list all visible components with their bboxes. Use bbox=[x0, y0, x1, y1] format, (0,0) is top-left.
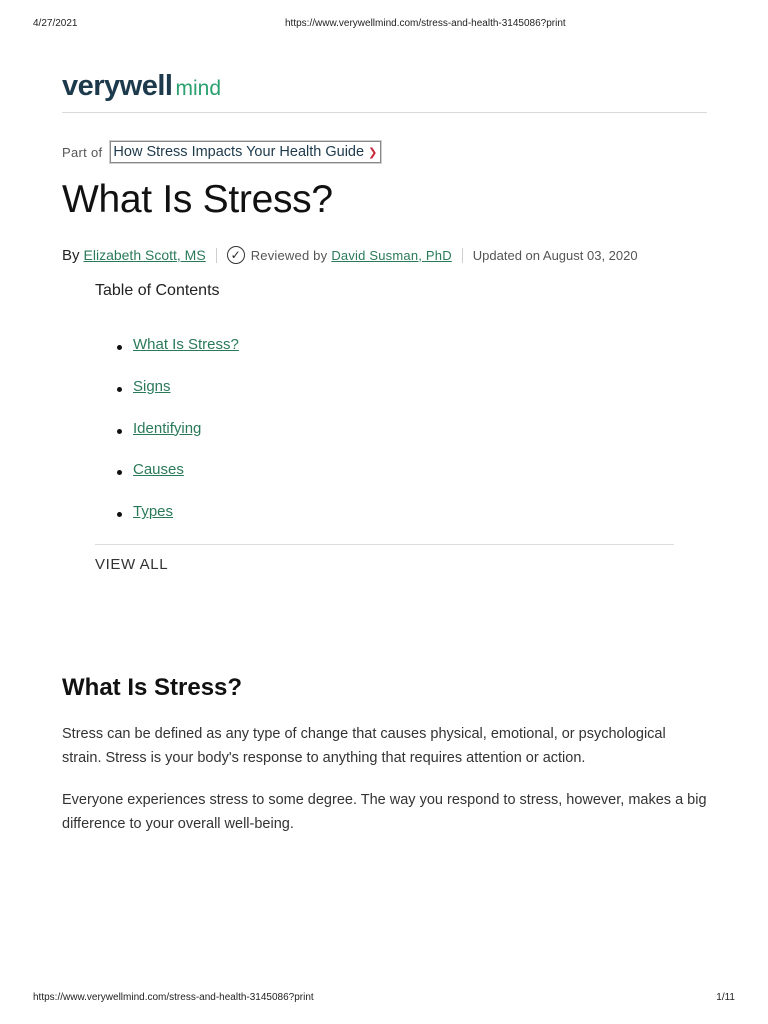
logo-brand: verywell bbox=[62, 70, 173, 102]
print-header bbox=[33, 18, 735, 32]
author-link[interactable]: Elizabeth Scott, MS bbox=[83, 247, 206, 263]
header-divider bbox=[62, 112, 707, 113]
print-url: https://www.verywellmind.com/stress-and-health-3145086?print bbox=[285, 18, 566, 29]
print-footer bbox=[33, 992, 735, 1006]
byline-divider bbox=[216, 248, 217, 263]
toc-title: Table of Contents bbox=[95, 282, 220, 299]
toc-link-what-is-stress[interactable]: What Is Stress? bbox=[133, 336, 239, 353]
part-of-label: Part of bbox=[62, 144, 103, 160]
page-number: 1/11 bbox=[716, 992, 735, 1003]
guide-dropdown[interactable] bbox=[110, 141, 381, 163]
toc-link-signs[interactable]: Signs bbox=[133, 377, 171, 395]
toc-link-types[interactable]: Types bbox=[133, 503, 174, 521]
guide-dropdown-label: How Stress Impacts Your Health Guide bbox=[113, 144, 365, 160]
chevron-down-icon: ❯ bbox=[368, 146, 378, 159]
reviewer-link[interactable]: David Susman, PhD bbox=[331, 247, 452, 263]
toc-link-causes[interactable]: Causes bbox=[133, 461, 184, 479]
print-date: 4/27/2021 bbox=[33, 18, 78, 29]
byline bbox=[62, 244, 638, 266]
site-logo[interactable] bbox=[62, 70, 221, 106]
toc-divider bbox=[95, 544, 674, 545]
check-circle-icon: ✓ bbox=[227, 246, 245, 264]
footer-url: https://www.verywellmind.com/stress-and-health-3145086?print bbox=[33, 992, 314, 1003]
body-paragraph: Stress can be defined as any type of change that causes physical, emotional, or psychological strain. Stress is your body's response to anything that requires attention or action. bbox=[62, 726, 666, 766]
view-all-button[interactable]: VIEW ALL bbox=[95, 556, 169, 573]
logo-sub: mind bbox=[175, 77, 222, 100]
byline-by: By bbox=[62, 246, 80, 264]
part-of-guide bbox=[62, 140, 381, 164]
reviewed-by-label: Reviewed by bbox=[250, 247, 328, 263]
byline-divider bbox=[462, 248, 463, 263]
updated-date: Updated on August 03, 2020 bbox=[472, 247, 638, 263]
section-heading: What Is Stress? bbox=[62, 674, 243, 701]
body-paragraph: Everyone experiences stress to some degree. The way you respond to stress, however, makes a big difference to your overall well-being. bbox=[62, 792, 707, 832]
toc-link-identifying[interactable]: Identifying bbox=[133, 419, 202, 437]
page-title: What Is Stress? bbox=[62, 178, 333, 221]
